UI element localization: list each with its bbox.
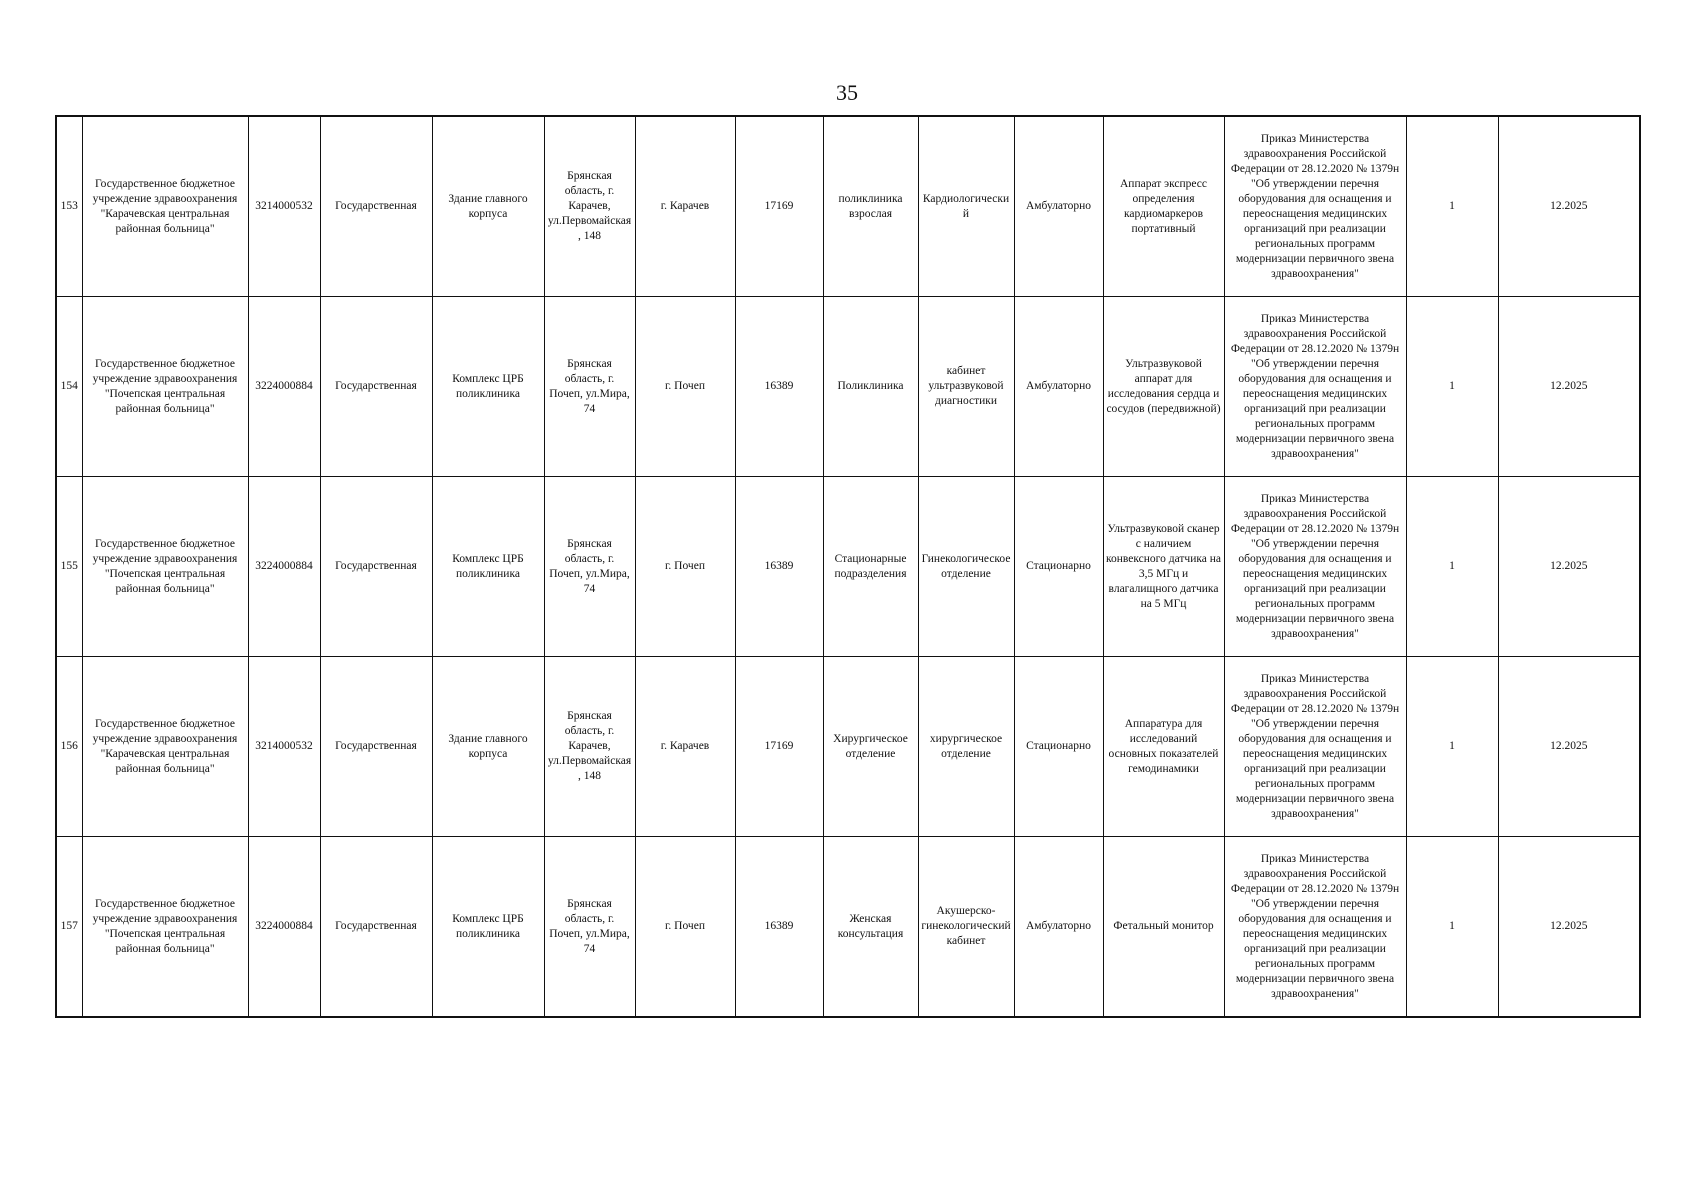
- building-cell: Комплекс ЦРБ поликлиника: [432, 837, 544, 1018]
- organization-cell: Государственное бюджетное учреждение здравоохранения "Почепская центральная районная больница": [82, 837, 248, 1018]
- care-form-cell: Стационарно: [1014, 477, 1103, 657]
- inn-cell: 3214000532: [248, 657, 320, 837]
- order-cell: Приказ Министерства здравоохранения Российской Федерации от 28.12.2020 № 1379н "Об утверждении перечня оборудования для оснащения и переоснащения медицинских организаций при реализации региональных программ модернизации первичного звена здравоохранения": [1224, 297, 1406, 477]
- quantity-cell: 1: [1406, 297, 1498, 477]
- address-cell: Брянская область, г. Карачев, ул.Первомайская, 148: [544, 116, 635, 297]
- department-cell: Акушерско-гинекологический кабинет: [918, 837, 1014, 1018]
- ownership-cell: Государственная: [320, 116, 432, 297]
- care-form-cell: Стационарно: [1014, 657, 1103, 837]
- care-form-cell: Амбулаторно: [1014, 297, 1103, 477]
- page-number: 35: [836, 80, 858, 105]
- inn-cell: 3224000884: [248, 837, 320, 1018]
- row-number-cell: 156: [56, 657, 82, 837]
- city-cell: г. Почеп: [635, 477, 735, 657]
- building-cell: Здание главного корпуса: [432, 657, 544, 837]
- address-cell: Брянская область, г. Почеп, ул.Мира, 74: [544, 837, 635, 1018]
- care-form-cell: Амбулаторно: [1014, 116, 1103, 297]
- department-cell: Кардиологический: [918, 116, 1014, 297]
- address-cell: Брянская область, г. Почеп, ул.Мира, 74: [544, 477, 635, 657]
- ownership-cell: Государственная: [320, 657, 432, 837]
- equipment-cell: Аппаратура для исследований основных показателей гемодинамики: [1103, 657, 1224, 837]
- building-cell: Комплекс ЦРБ поликлиника: [432, 297, 544, 477]
- inn-cell: 3214000532: [248, 116, 320, 297]
- organization-cell: Государственное бюджетное учреждение здравоохранения "Почепская центральная районная больница": [82, 297, 248, 477]
- equipment-table: [55, 115, 1641, 1018]
- order-cell: Приказ Министерства здравоохранения Российской Федерации от 28.12.2020 № 1379н "Об утверждении перечня оборудования для оснащения и переоснащения медицинских организаций при реализации региональных программ модернизации первичного звена здравоохранения": [1224, 837, 1406, 1018]
- date-cell: 12.2025: [1498, 297, 1640, 477]
- city-cell: г. Карачев: [635, 657, 735, 837]
- department-cell: Гинекологическое отделение: [918, 477, 1014, 657]
- date-cell: 12.2025: [1498, 116, 1640, 297]
- order-cell: Приказ Министерства здравоохранения Российской Федерации от 28.12.2020 № 1379н "Об утверждении перечня оборудования для оснащения и переоснащения медицинских организаций при реализации региональных программ модернизации первичного звена здравоохранения": [1224, 116, 1406, 297]
- department-cell: кабинет ультразвуковой диагностики: [918, 297, 1014, 477]
- order-cell: Приказ Министерства здравоохранения Российской Федерации от 28.12.2020 № 1379н "Об утверждении перечня оборудования для оснащения и переоснащения медицинских организаций при реализации региональных программ модернизации первичного звена здравоохранения": [1224, 477, 1406, 657]
- building-cell: Здание главного корпуса: [432, 116, 544, 297]
- population-cell: 16389: [735, 297, 823, 477]
- inn-cell: 3224000884: [248, 477, 320, 657]
- quantity-cell: 1: [1406, 477, 1498, 657]
- table-row: [56, 116, 1640, 297]
- inn-cell: 3224000884: [248, 297, 320, 477]
- ownership-cell: Государственная: [320, 477, 432, 657]
- equipment-cell: Фетальный монитор: [1103, 837, 1224, 1018]
- ownership-cell: Государственная: [320, 297, 432, 477]
- equipment-cell: Ультразвуковой сканер с наличием конвексного датчика на 3,5 МГц и влагалищного датчика на 5 МГц: [1103, 477, 1224, 657]
- city-cell: г. Карачев: [635, 116, 735, 297]
- table-row: [56, 837, 1640, 1018]
- city-cell: г. Почеп: [635, 837, 735, 1018]
- table-row: [56, 477, 1640, 657]
- ownership-cell: Государственная: [320, 837, 432, 1018]
- population-cell: 17169: [735, 657, 823, 837]
- row-number-cell: 154: [56, 297, 82, 477]
- subdivision-cell: Стационарные подразделения: [823, 477, 918, 657]
- address-cell: Брянская область, г. Почеп, ул.Мира, 74: [544, 297, 635, 477]
- date-cell: 12.2025: [1498, 477, 1640, 657]
- care-form-cell: Амбулаторно: [1014, 837, 1103, 1018]
- row-number-cell: 155: [56, 477, 82, 657]
- date-cell: 12.2025: [1498, 837, 1640, 1018]
- organization-cell: Государственное бюджетное учреждение здравоохранения "Почепская центральная районная больница": [82, 477, 248, 657]
- subdivision-cell: поликлиника взрослая: [823, 116, 918, 297]
- date-cell: 12.2025: [1498, 657, 1640, 837]
- subdivision-cell: Поликлиника: [823, 297, 918, 477]
- population-cell: 16389: [735, 837, 823, 1018]
- address-cell: Брянская область, г. Карачев, ул.Первомайская, 148: [544, 657, 635, 837]
- order-cell: Приказ Министерства здравоохранения Российской Федерации от 28.12.2020 № 1379н "Об утверждении перечня оборудования для оснащения и переоснащения медицинских организаций при реализации региональных программ модернизации первичного звена здравоохранения": [1224, 657, 1406, 837]
- table-row: [56, 657, 1640, 837]
- city-cell: г. Почеп: [635, 297, 735, 477]
- table-row: [56, 297, 1640, 477]
- row-number-cell: 157: [56, 837, 82, 1018]
- department-cell: хирургическое отделение: [918, 657, 1014, 837]
- organization-cell: Государственное бюджетное учреждение здравоохранения "Карачевская центральная районная больница": [82, 657, 248, 837]
- quantity-cell: 1: [1406, 116, 1498, 297]
- equipment-cell: Аппарат экспресс определения кардиомаркеров портативный: [1103, 116, 1224, 297]
- row-number-cell: 153: [56, 116, 82, 297]
- population-cell: 17169: [735, 116, 823, 297]
- population-cell: 16389: [735, 477, 823, 657]
- quantity-cell: 1: [1406, 837, 1498, 1018]
- subdivision-cell: Женская консультация: [823, 837, 918, 1018]
- subdivision-cell: Хирургическое отделение: [823, 657, 918, 837]
- organization-cell: Государственное бюджетное учреждение здравоохранения "Карачевская центральная районная больница": [82, 116, 248, 297]
- quantity-cell: 1: [1406, 657, 1498, 837]
- equipment-cell: Ультразвуковой аппарат для исследования сердца и сосудов (передвижной): [1103, 297, 1224, 477]
- building-cell: Комплекс ЦРБ поликлиника: [432, 477, 544, 657]
- table-body: [56, 116, 1640, 1017]
